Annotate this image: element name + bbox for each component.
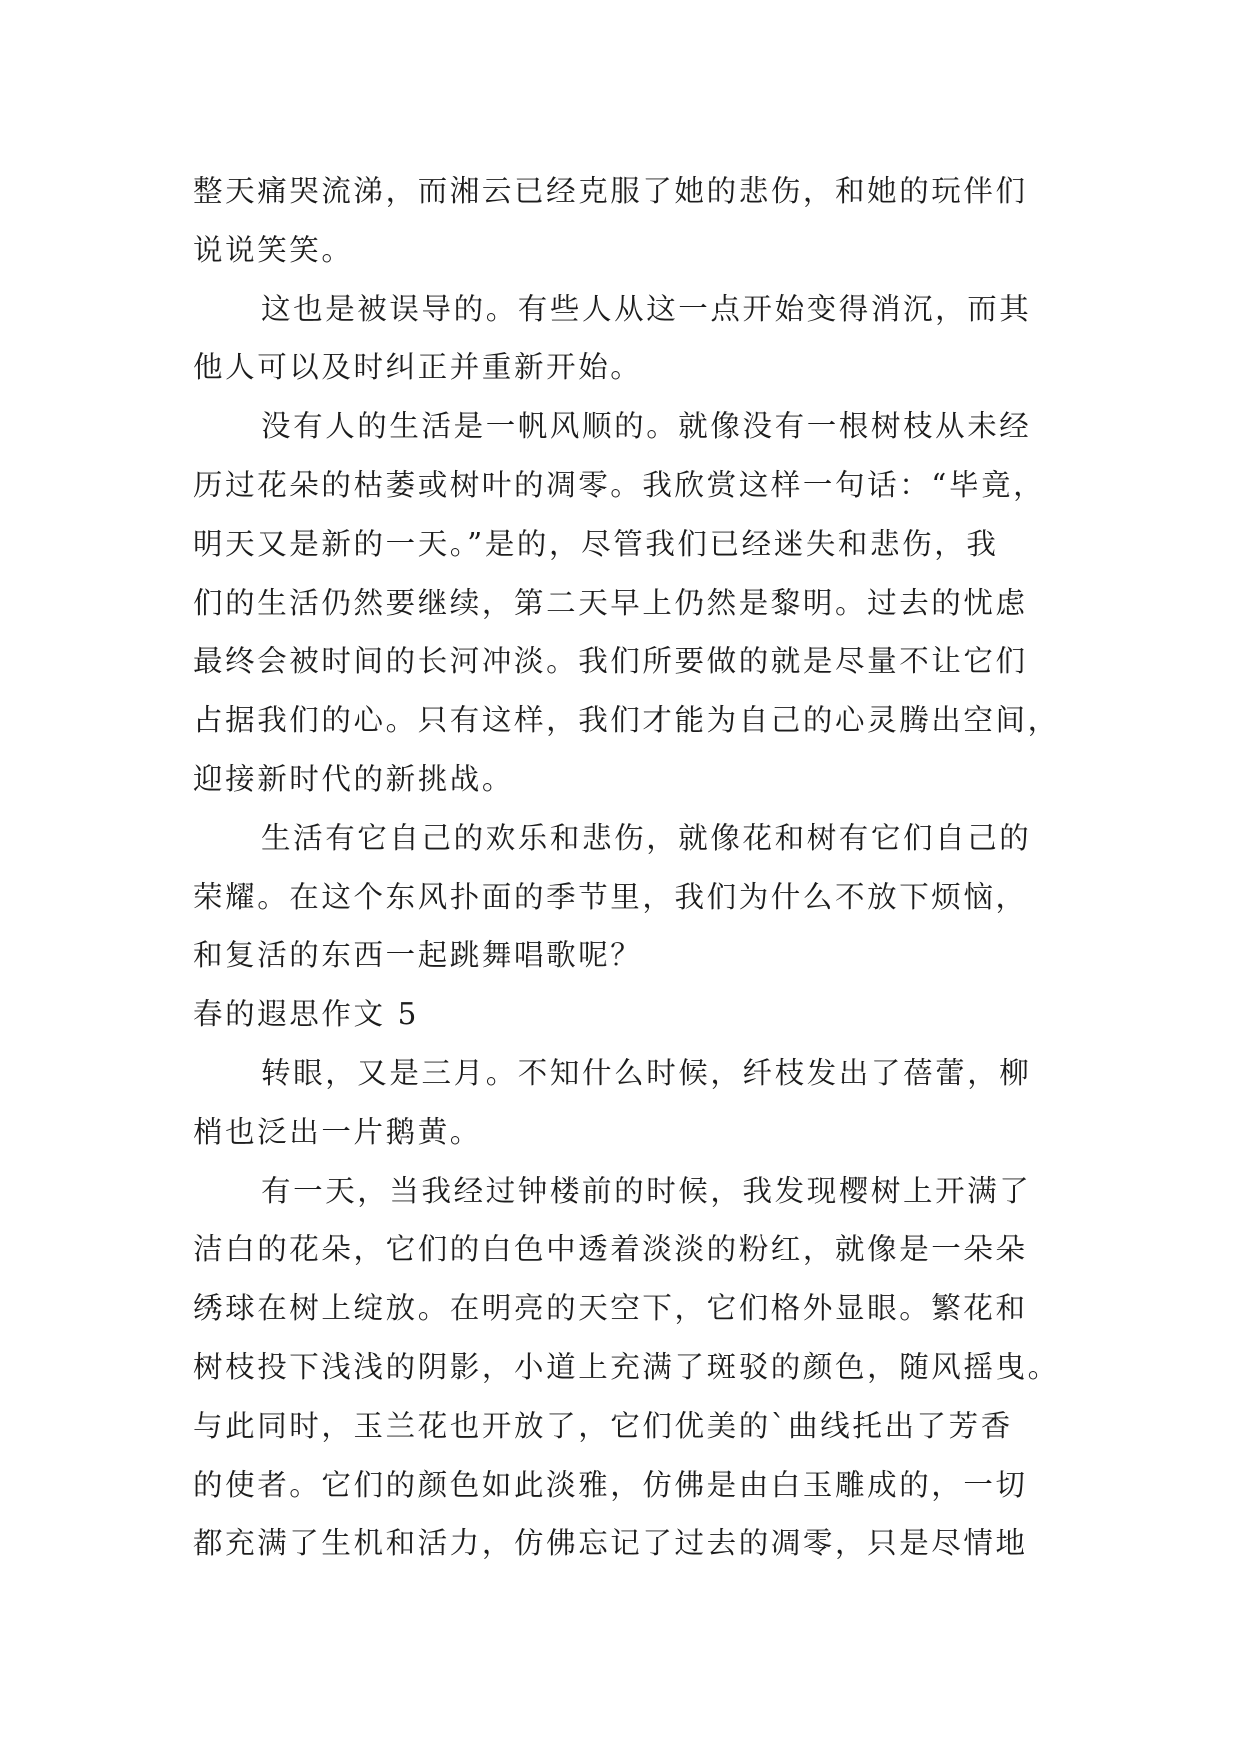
text-line: 们的生活仍然要继续，第二天早上仍然是黎明。过去的忧虑 — [193, 585, 1028, 620]
text-line: 都充满了生机和活力，仿佛忘记了过去的凋零，只是尽情地 — [193, 1526, 1028, 1561]
text-line: 明天又是新的一天。”是的，尽管我们已经迷失和悲伤，我 — [193, 526, 999, 561]
text-line: 说说笑笑。 — [193, 232, 354, 267]
text-line: 迎接新时代的新挑战。 — [193, 761, 515, 796]
paragraph-first-line: 这也是被误导的。有些人从这一点开始变得消沉，而其 — [261, 291, 1032, 326]
paragraph-first-line: 没有人的生活是一帆风顺的。就像没有一根树枝从未经 — [261, 409, 1032, 444]
paragraph-first-line: 转眼，又是三月。不知什么时候，纤枝发出了蓓蕾，柳 — [261, 1055, 1032, 1090]
text-line: 占据我们的心。只有这样，我们才能为自己的心灵腾出空间， — [193, 703, 1060, 738]
section-heading: 春的遐思作文 5 — [193, 997, 419, 1032]
text-line: 与此同时，玉兰花也开放了，它们优美的`曲线托出了芳香 — [193, 1408, 1013, 1443]
text-line: 他人可以及时纠正并重新开始。 — [193, 350, 643, 385]
document-body — [193, 162, 1060, 1573]
text-line: 的使者。它们的颜色如此淡雅，仿佛是由白玉雕成的，一切 — [193, 1467, 1028, 1502]
paragraph-first-line: 生活有它自己的欢乐和悲伤，就像花和树有它们自己的 — [261, 820, 1032, 855]
text-line: 树枝投下浅浅的阴影，小道上充满了斑驳的颜色，随风摇曳。 — [193, 1349, 1060, 1384]
text-line: 历过花朵的枯萎或树叶的凋零。我欣赏这样一句话：“毕竟， — [193, 467, 1046, 502]
text-line: 和复活的东西一起跳舞唱歌呢？ — [193, 938, 643, 973]
text-line: 荣耀。在这个东风扑面的季节里，我们为什么不放下烦恼， — [193, 879, 1028, 914]
text-line: 梢也泛出一片鹅黄。 — [193, 1114, 482, 1149]
text-line: 绣球在树上绽放。在明亮的天空下，它们格外显眼。繁花和 — [193, 1291, 1028, 1326]
text-line: 最终会被时间的长河冲淡。我们所要做的就是尽量不让它们 — [193, 644, 1028, 679]
paragraph-first-line: 有一天，当我经过钟楼前的时候，我发现樱树上开满了 — [261, 1173, 1032, 1208]
text-line: 整天痛哭流涕，而湘云已经克服了她的悲伤，和她的玩伴们 — [193, 174, 1028, 208]
text-line: 洁白的花朵，它们的白色中透着淡淡的粉红，就像是一朵朵 — [193, 1232, 1028, 1267]
